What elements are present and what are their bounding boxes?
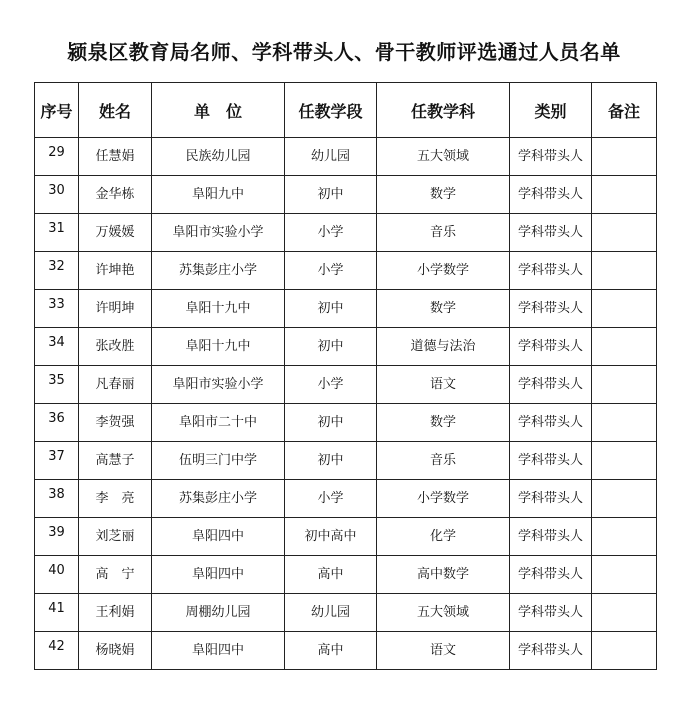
cell-index: 29 <box>35 138 79 176</box>
table-row <box>35 594 657 632</box>
cell-unit: 伍明三门中学 <box>152 442 285 480</box>
cell-subject: 五大领域 <box>377 138 510 176</box>
cell-name: 杨晓娟 <box>79 632 152 670</box>
cell-remarks <box>592 290 657 328</box>
table-body <box>35 138 657 670</box>
table-row <box>35 214 657 252</box>
table-row <box>35 632 657 670</box>
cell-stage: 小学 <box>285 366 377 404</box>
cell-category: 学科带头人 <box>510 518 592 556</box>
cell-unit: 阜阳市实验小学 <box>152 366 285 404</box>
cell-category: 学科带头人 <box>510 176 592 214</box>
cell-subject: 化学 <box>377 518 510 556</box>
cell-subject: 语文 <box>377 366 510 404</box>
cell-index: 41 <box>35 594 79 632</box>
cell-name: 高慧子 <box>79 442 152 480</box>
header-name: 姓名 <box>79 83 152 138</box>
cell-category: 学科带头人 <box>510 556 592 594</box>
cell-unit: 阜阳四中 <box>152 556 285 594</box>
cell-stage: 小学 <box>285 480 377 518</box>
cell-stage: 小学 <box>285 252 377 290</box>
cell-subject: 语文 <box>377 632 510 670</box>
cell-category: 学科带头人 <box>510 214 592 252</box>
cell-remarks <box>592 328 657 366</box>
roster-table <box>34 82 657 670</box>
cell-subject: 音乐 <box>377 214 510 252</box>
header-unit: 单 位 <box>152 83 285 138</box>
cell-name: 王利娟 <box>79 594 152 632</box>
cell-name: 万媛媛 <box>79 214 152 252</box>
header-index: 序号 <box>35 83 79 138</box>
cell-index: 35 <box>35 366 79 404</box>
cell-index: 37 <box>35 442 79 480</box>
cell-remarks <box>592 556 657 594</box>
cell-remarks <box>592 252 657 290</box>
table-row <box>35 518 657 556</box>
cell-remarks <box>592 480 657 518</box>
cell-subject: 五大领域 <box>377 594 510 632</box>
cell-subject: 小学数学 <box>377 252 510 290</box>
table-row <box>35 138 657 176</box>
cell-category: 学科带头人 <box>510 252 592 290</box>
cell-stage: 幼儿园 <box>285 594 377 632</box>
cell-unit: 阜阳市二十中 <box>152 404 285 442</box>
cell-index: 39 <box>35 518 79 556</box>
cell-name: 刘芝丽 <box>79 518 152 556</box>
cell-category: 学科带头人 <box>510 404 592 442</box>
cell-remarks <box>592 176 657 214</box>
cell-index: 38 <box>35 480 79 518</box>
table-row <box>35 366 657 404</box>
cell-category: 学科带头人 <box>510 366 592 404</box>
cell-unit: 阜阳市实验小学 <box>152 214 285 252</box>
header-stage: 任教学段 <box>285 83 377 138</box>
cell-index: 42 <box>35 632 79 670</box>
header-row <box>35 83 657 138</box>
table-row <box>35 404 657 442</box>
cell-subject: 小学数学 <box>377 480 510 518</box>
cell-name: 张改胜 <box>79 328 152 366</box>
cell-subject: 道德与法治 <box>377 328 510 366</box>
cell-name: 许坤艳 <box>79 252 152 290</box>
cell-unit: 阜阳十九中 <box>152 328 285 366</box>
cell-index: 33 <box>35 290 79 328</box>
cell-remarks <box>592 138 657 176</box>
cell-unit: 苏集彭庄小学 <box>152 480 285 518</box>
cell-name: 金华栋 <box>79 176 152 214</box>
cell-stage: 初中 <box>285 328 377 366</box>
table-row <box>35 556 657 594</box>
cell-index: 31 <box>35 214 79 252</box>
header-subject: 任教学科 <box>377 83 510 138</box>
cell-stage: 小学 <box>285 214 377 252</box>
cell-category: 学科带头人 <box>510 290 592 328</box>
cell-category: 学科带头人 <box>510 138 592 176</box>
cell-subject: 音乐 <box>377 442 510 480</box>
cell-name: 许明坤 <box>79 290 152 328</box>
table-row <box>35 328 657 366</box>
header-remarks: 备注 <box>592 83 657 138</box>
cell-unit: 阜阳四中 <box>152 518 285 556</box>
cell-name: 高 宁 <box>79 556 152 594</box>
table-row <box>35 252 657 290</box>
cell-stage: 高中 <box>285 556 377 594</box>
cell-remarks <box>592 442 657 480</box>
cell-stage: 幼儿园 <box>285 138 377 176</box>
header-category: 类别 <box>510 83 592 138</box>
cell-index: 34 <box>35 328 79 366</box>
document-title: 颍泉区教育局名师、学科带头人、骨干教师评选通过人员名单 <box>67 40 621 64</box>
cell-category: 学科带头人 <box>510 480 592 518</box>
cell-stage: 初中 <box>285 404 377 442</box>
cell-remarks <box>592 594 657 632</box>
cell-remarks <box>592 518 657 556</box>
table-row <box>35 290 657 328</box>
cell-stage: 初中 <box>285 176 377 214</box>
cell-remarks <box>592 632 657 670</box>
cell-index: 30 <box>35 176 79 214</box>
cell-category: 学科带头人 <box>510 594 592 632</box>
cell-unit: 苏集彭庄小学 <box>152 252 285 290</box>
cell-remarks <box>592 214 657 252</box>
cell-unit: 周棚幼儿园 <box>152 594 285 632</box>
cell-category: 学科带头人 <box>510 442 592 480</box>
cell-category: 学科带头人 <box>510 632 592 670</box>
cell-name: 凡春丽 <box>79 366 152 404</box>
cell-stage: 初中高中 <box>285 518 377 556</box>
table-row <box>35 480 657 518</box>
cell-remarks <box>592 404 657 442</box>
cell-subject: 高中数学 <box>377 556 510 594</box>
cell-subject: 数学 <box>377 176 510 214</box>
cell-index: 36 <box>35 404 79 442</box>
cell-unit: 民族幼儿园 <box>152 138 285 176</box>
cell-index: 32 <box>35 252 79 290</box>
cell-name: 任慧娟 <box>79 138 152 176</box>
cell-subject: 数学 <box>377 290 510 328</box>
cell-unit: 阜阳十九中 <box>152 290 285 328</box>
cell-index: 40 <box>35 556 79 594</box>
cell-stage: 初中 <box>285 442 377 480</box>
cell-unit: 阜阳九中 <box>152 176 285 214</box>
cell-name: 李贺强 <box>79 404 152 442</box>
cell-subject: 数学 <box>377 404 510 442</box>
table-row <box>35 442 657 480</box>
cell-name: 李 亮 <box>79 480 152 518</box>
cell-stage: 初中 <box>285 290 377 328</box>
cell-unit: 阜阳四中 <box>152 632 285 670</box>
cell-remarks <box>592 366 657 404</box>
cell-category: 学科带头人 <box>510 328 592 366</box>
table-row <box>35 176 657 214</box>
cell-stage: 高中 <box>285 632 377 670</box>
